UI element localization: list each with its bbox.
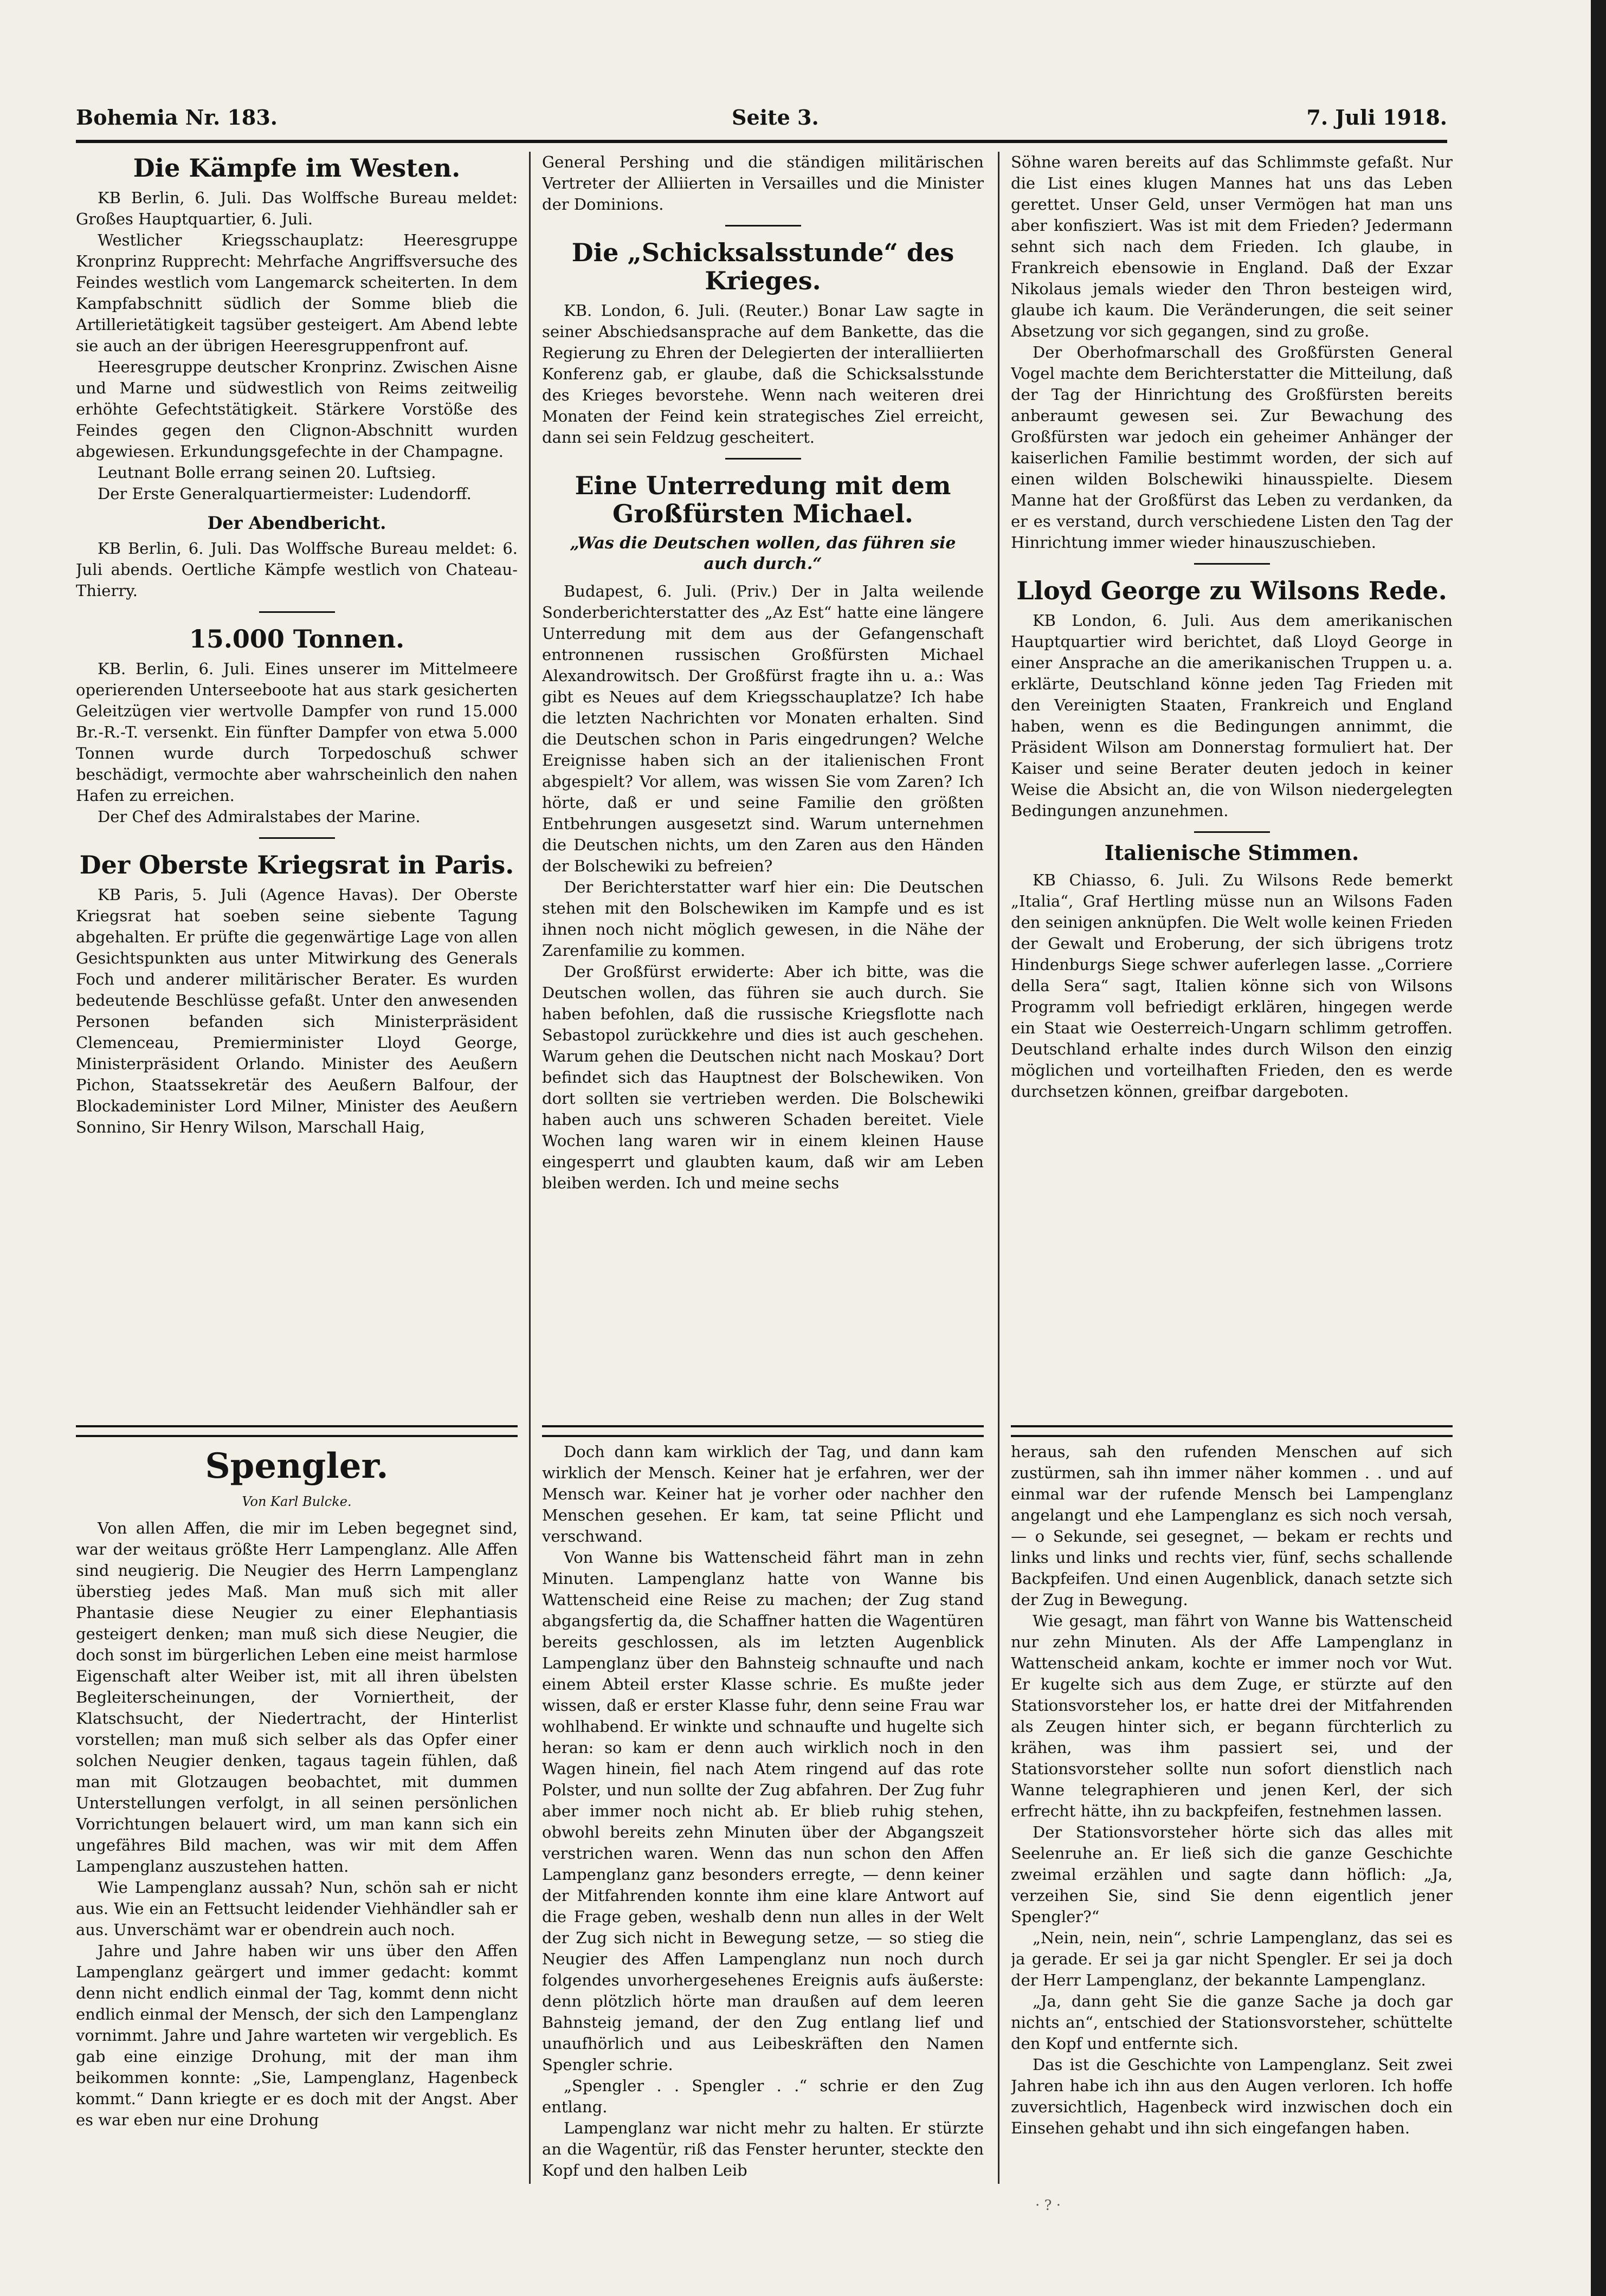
feuilleton-divider: [76, 1425, 518, 1437]
story-paragraph: Wie Lampenglanz aussah? Nun, schön sah er nicht aus. Wie ein an Fettsucht leidender Viehhändler sah er aus. Unverschämt war er obendrein auch noch.: [76, 1878, 518, 1939]
feuilleton-divider: [1011, 1425, 1453, 1437]
article-subtitle: „Was die Deutschen wollen, das führen sie auch durch.“: [570, 534, 956, 573]
article-paragraph: Der Großfürst erwiderte: Aber ich bitte, was die Deutschen wollen, das führen sie auch durch. Sie haben befohlen, daß die russische Kriegsflotte nach Sebastopol zurückkehre und dies ist auch geschehen. Warum gehen die Deutschen nicht nach Moskau? Dort befindet sich das Hauptnest der Bolschewiken. Von dort sollten sie vertrieben werden. Die Bolschewiki haben auch uns schweren Schaden bereitet. Viele Wochen lang waren wir in einem kleinen Hause eingesperrt und glaubten kaum, daß wir am Leben bleiben werden. Ich und meine sechs: [542, 962, 984, 1192]
story-paragraph: heraus, sah den rufenden Menschen auf sich zustürmen, sah ihn immer näher kommen . . und auf einmal war der rufende Mensch bei Lampenglanz angelangt und ehe Lampenglanz es sich noch versah, — o Sekunde, sei gesegnet, — bekam er rechts und links und links und rechts vier, fünf, sechs schallende Backpfeifen. Und einen Augenblick, danach setzte sich der Zug in Bewegung.: [1011, 1443, 1453, 1609]
story-paragraph: „Ja, dann geht Sie die ganze Sache ja doch gar nichts an“, entschied der Stationsvorsteher, schüttelte den Kopf und entfernte sich.: [1011, 1992, 1453, 2053]
story-paragraph: Von Wanne bis Wattenscheid fährt man in zehn Minuten. Lampenglanz hatte von Wanne bis Wattenscheid eine Reise zu machen; der Zug stand abgangsfertig da, die Schaffner hatten die Wagentüren bereits geschlossen, als im letzten Augenblick Lampenglanz über den Bahnsteig schnaufte und nach einem Abteil erster Klasse schrie. Es mußte jeder wissen, daß er erster Klasse fuhr, denn seine Frau war wohlhabend. Er winkte und schnaufte und hugelte sich heran: so kam er denn auch wirklich noch in den Wagen hinein, fiel nach Atem ringend auf das rote Polster, und nun sollte der Zug abfahren. Der Zug fuhr aber immer noch nicht ab. Er blieb ruhig stehen, obwohl bereits zehn Minuten über der Abgangszeit verstrichen waren. Wenn das nun schon den Affen Lampenglanz ganz besonders erregte, — denn keiner der Mitfahrenden konnte ihm eine klare Antwort auf die Frage geben, weshalb denn nun alles in der Welt der Zug sich nicht in Bewegung setze, — so stieg die Neugier des Affen Lampenglanz nun noch durch folgendes unvorhergesehenes Ereignis aufs äußerste: denn plötzlich hörte man draußen auf dem leeren Bahnsteig jemand, der den Zug entlang lief und unaufhörlich und aus Leibeskräften den Namen Spengler schrie.: [542, 1548, 984, 2074]
article-paragraph: KB Berlin, 6. Juli. Das Wolffsche Bureau meldet: Großes Hauptquartier, 6. Juli.: [76, 189, 518, 228]
article-separator: [1194, 563, 1270, 565]
scan-mark: · ? ·: [1035, 2197, 1061, 2214]
article-separator: [725, 458, 801, 460]
newspaper-page: [76, 98, 1453, 2179]
story-paragraph: „Nein, nein, nein“, schrie Lampenglanz, das sei es ja gerade. Er sei ja gar nicht Spengler. Er sei ja doch der Herr Lampenglanz, der bekannte Lampenglanz.: [1011, 1929, 1453, 1989]
story-paragraph: „Spengler . . Spengler . .“ schrie er den Zug entlang.: [542, 2077, 984, 2116]
article-paragraph: KB Paris, 5. Juli (Agence Havas). Der Oberste Kriegsrat hat soeben seine siebente Tagung abgehalten. Er prüfte die gegenwärtige Lage von allen Gesichtspunkten aus unter Mitwirkung des Generals Foch und anderer militärischer Berater. Es wurden bedeutende Beschlüsse gefaßt. Unter den anwesenden Personen befanden sich Ministerpräsident Clemenceau, Premierminister Lloyd George, Ministerpräsident Orlando. Minister des Aeußern Pichon, Staatssekretär des Aeußern Balfour, der Blockademinister Lord Milner, Minister des Aeußern Sonnino, Sir Henry Wilson, Marschall Haig,: [76, 885, 518, 1136]
column-rule-1: [529, 152, 531, 2184]
article-title-italienische-stimmen: Italienische Stimmen.: [1104, 840, 1359, 865]
article-paragraph: Heeresgruppe deutscher Kronprinz. Zwischen Aisne und Marne und südwestlich von Reims zeitweilig erhöhte Gefechtstätigkeit. Stärkere Vorstöße des Feindes gegen den Clignon-Abschnitt wurden abgewiesen. Erkundungsgefechte in der Champagne.: [76, 358, 518, 461]
article-paragraph: KB. Berlin, 6. Juli. Eines unserer im Mittelmeere operierenden Unterseeboote hat aus stark gesicherten Geleitzügen vier wertvolle Dampfer von rund 15.000 Br.-R.-T. versenkt. Ein fünfter Dampfer von etwa 5.000 Tonnen wurde durch Torpedoschuß schwer beschädigt, vermochte aber wahrscheinlich den nahen Hafen zu erreichen.: [76, 659, 518, 805]
column-3-feuilleton: [1011, 1441, 1453, 2184]
column-1-news: [76, 152, 518, 1414]
article-title-grossfuerst: Eine Unterredung mit dem Großfürsten Michael.: [575, 471, 951, 528]
article-paragraph: KB Chiasso, 6. Juli. Zu Wilsons Rede bemerkt „Italia“, Graf Hertling müsse nun an Wilsons Faden den seinigen anknüpfen. Die Welt wolle keinen Frieden der Gewalt und Eroberung, der sich übrigens trotz Hindenburgs Siege schwer auferlegen lasse. „Corriere della Sera“ sagt, Italien könne sich von Wilsons Programm voll befriedigt erklären, hingegen werde ein Staat wie Oesterreich-Ungarn schlimm getroffen. Deutschland erhalte indes durch Wilson den einzig möglichen und vorteilhaften Frieden, den es werde durchsetzen können, greifbar dargeboten.: [1011, 871, 1453, 1101]
article-paragraph: Westlicher Kriegsschauplatz: Heeresgruppe Kronprinz Rupprecht: Mehrfache Angriffsversuche des Feindes westlich vom Langemarck scheiterten. In dem Kampfabschnitt südlich der Somme blieb die Artillerietätigkeit tagsüber gesteigert. Am Abend lebte sie auch an der übrigen Heeresgruppenfront auf.: [76, 231, 518, 355]
article-title-lloyd-george: Lloyd George zu Wilsons Rede.: [1016, 576, 1447, 605]
article-paragraph: KB. London, 6. Juli. (Reuter.) Bonar Law sagte in seiner Abschiedsansprache auf dem Bankette, das die Regierung zu Ehren der Delegierten der interalliierten Konferenz gab, er glaube, daß die Schicksalsstunde des Krieges bevorstehe. Wenn nach weiteren drei Monaten der Feind kein strategisches Ziel erreicht, dann sei sein Feldzug gescheitert.: [542, 301, 984, 447]
article-paragraph: Der Chef des Admiralstabes der Marine.: [98, 807, 421, 826]
article-paragraph: Budapest, 6. Juli. (Priv.) Der in Jalta weilende Sonderberichterstatter des „Az Est“ hatte eine längere Unterredung mit dem aus der Gefangenschaft entronnenen russischen Großfürsten Michael Alexandrowitsch. Der Großfürst fragte ihn u. a.: Was gibt es Neues auf dem Kriegsschauplatze? Ich habe die letzten Nachrichten vor Monaten erhalten. Sind die Deutschen schon in Paris eingedrungen? Welche Ereignisse haben sich an der italienischen Front abgespielt? Vor allem, was wissen Sie vom Zaren? Ich hörte, daß er und seine Familie den größten Entbehrungen ausgesetzt sind. Warum unternehmen die Deutschen nichts, um den Zaren aus den Händen der Bolschewiki zu befreien?: [542, 582, 984, 875]
article-paragraph: Leutnant Bolle errang seinen 20. Luftsieg.: [98, 463, 436, 482]
article-title-kriegsrat: Der Oberste Kriegsrat in Paris.: [79, 850, 514, 879]
article-title-tonnen: 15.000 Tonnen.: [189, 624, 405, 654]
header-page-number: Seite 3.: [732, 105, 819, 130]
article-separator: [259, 611, 335, 613]
page-header: [76, 98, 1447, 135]
article-separator: [259, 837, 335, 839]
column-2-news: [542, 152, 984, 1414]
header-issue: Bohemia Nr. 183.: [76, 105, 278, 130]
story-paragraph: Doch dann kam wirklich der Tag, und dann kam wirklich der Mensch. Keiner hat je erfahren, wer der Mensch war. Keiner hat je vorher oder nachher den Menschen gesehen. Er kam, tat seine Pflicht und verschwand.: [542, 1443, 984, 1545]
story-paragraph: Von allen Affen, die mir im Leben begegnet sind, war der weitaus größte Herr Lampenglanz. Alle Affen sind neugierig. Die Neugier des Herrn Lampenglanz überstieg jedes Maß. Man muß sich mit aller Phantasie diese Neugier zu einer Elephantiasis gesteigert denken; man muß sich diese Neugier, die doch sonst im bürgerlichen Leben eine meist harmlose Eigenschaft alter Weiber ist, mit all ihren übelsten Begleiterscheinungen, der Vorniertheit, der Klatschsucht, der Niedertracht, der Hinterlist vorstellen; man muß sich selber als das Opfer einer solchen Neugier denken, tagaus tagein fühlen, daß man mit Glotzaugen beobachtet, mit dummen Unterstellungen verfolgt, in all seinen persönlichen Vorrichtungen belauert wird, um man kann sich ein ungefähres Bild machen, was wir mit dem Affen Lampenglanz auszustehen hatten.: [76, 1519, 518, 1875]
story-paragraph: Lampenglanz war nicht mehr zu halten. Er stürzte an die Wagentür, riß das Fenster herunter, steckte den Kopf und den halben Leib: [542, 2119, 984, 2179]
column-rule-2: [998, 152, 999, 2184]
article-separator: [1194, 831, 1270, 833]
article-title-schicksalsstunde: Die „Schicksalsstunde“ des Krieges.: [571, 238, 954, 295]
story-paragraph: Das ist die Geschichte von Lampenglanz. Seit zwei Jahren habe ich ihn aus den Augen verloren. Ich hoffe zuversichtlich, Hagenbeck wird inzwischen doch ein Einsehen gehabt und ihn sich eingefangen haben.: [1011, 2055, 1453, 2137]
article-title-kaempfe: Die Kämpfe im Westen.: [133, 153, 461, 183]
header-date: 7. Juli 1918.: [1306, 105, 1447, 130]
article-separator: [725, 225, 801, 227]
header-rule: [76, 140, 1447, 143]
subheading-abendbericht: Der Abendbericht.: [207, 513, 386, 533]
article-paragraph: Der Oberhofmarschall des Großfürsten General Vogel machte dem Berichterstatter die Mitteilung, daß der Tag der Hinrichtung des Großfürsten bereits anberaumt gewesen sei. Zur Bewachung des Großfürsten war jedoch ein geheimer Anhänger der kaiserlichen Familie bestimmt worden, der sich auf einen wilden Bolschewiki hinausspielte. Diesem Manne hat der Großfürst das Leben zu verdanken, da er es verstand, durch verschiedene Listen den Tag der Hinrichtung immer wieder hinauszuschieben.: [1011, 343, 1453, 552]
story-paragraph: Wie gesagt, man fährt von Wanne bis Wattenscheid nur zehn Minuten. Als der Affe Lampenglanz in Wattenscheid ankam, kochte er immer noch vor Wut. Er kugelte sich aus dem Zuge, er stürzte auf den Stationsvorsteher los, er hatte drei der Mitfahrenden als Zeugen hinter sich, er begann fürchterlich zu krähen, was ihm passiert sei, und der Stationsvorsteher sollte nun sofort dienstlich nach Wanne telegraphieren und jenen Kerl, der sich erfrecht hätte, ihn zu backpfeifen, festnehmen lassen.: [1011, 1612, 1453, 1820]
scan-border: [1591, 0, 1606, 2296]
article-paragraph: General Pershing und die ständigen militärischen Vertreter der Alliierten in Versailles und die Minister der Dominions.: [542, 153, 984, 214]
article-paragraph: KB Berlin, 6. Juli. Das Wolffsche Bureau meldet: 6. Juli abends. Oertliche Kämpfe westlich von Chateau-Thierry.: [76, 539, 518, 600]
feuilleton-title: Spengler.: [205, 1446, 389, 1486]
story-paragraph: Der Stationsvorsteher hörte sich das alles mit Seelenruhe an. Er ließ sich die ganze Geschichte zweimal erzählen und sagte dann höflich: „Ja, verzeihen Sie, sind Sie denn eigentlich jener Spengler?“: [1011, 1823, 1453, 1926]
feuilleton-byline: Von Karl Bulcke.: [242, 1494, 352, 1509]
story-paragraph: Jahre und Jahre haben wir uns über den Affen Lampenglanz geärgert und immer gedacht: kommt denn nicht endlich einmal der Tag, kommt denn nicht endlich einmal der Mensch, der sich den Lampenglanz vornimmt. Jahre und Jahre warteten wir vergeblich. Es gab eine einzige Drohung, mit der man ihm beikommen konnte: „Sie, Lampenglanz, Hagenbeck kommt.“ Dann kriegte er es doch mit der Angst. Aber es war eben nur eine Drohung: [76, 1942, 518, 2129]
feuilleton-divider: [542, 1425, 984, 1437]
column-2-feuilleton: [542, 1441, 984, 2184]
article-paragraph: Söhne waren bereits auf das Schlimmste gefaßt. Nur die List eines klugen Mannes hat uns das Leben gerettet. Unser Geld, unser Vermögen hat man uns aber konfisziert. Was ist mit dem Frieden? Jedermann sehnt sich nach dem Frieden. Ich glaube, in Frankreich ebensowie in England. Daß der Exzar Nikolaus jemals wieder den Thron besteigen wird, glaube ich kaum. Die Veränderungen, die seit seiner Absetzung vor sich gegangen, sind zu große.: [1011, 153, 1453, 340]
column-3-news: [1011, 152, 1453, 1414]
article-paragraph: Der Berichterstatter warf hier ein: Die Deutschen stehen mit den Bolschewiken im Kampfe und es ist ihnen noch nicht möglich gewesen, in die Nähe der Zarenfamilie zu kommen.: [542, 878, 984, 960]
article-paragraph: KB London, 6. Juli. Aus dem amerikanischen Hauptquartier wird berichtet, daß Lloyd George in einer Ansprache an die amerikanischen Truppen u. a. erklärte, Deutschland könne jeden Tag Frieden mit den Vereinigten Staaten, Frankreich und England haben, wenn es die Bedingungen annimmt, die Präsident Wilson am Donnerstag formuliert hat. Der Kaiser und seine Berater deuten jedoch in keiner Weise die Absicht an, die von Wilson niedergelegten Bedingungen anzunehmen.: [1011, 611, 1453, 820]
article-paragraph: Der Erste Generalquartiermeister: Ludendorff.: [98, 484, 472, 503]
column-1-feuilleton: [76, 1441, 518, 2184]
